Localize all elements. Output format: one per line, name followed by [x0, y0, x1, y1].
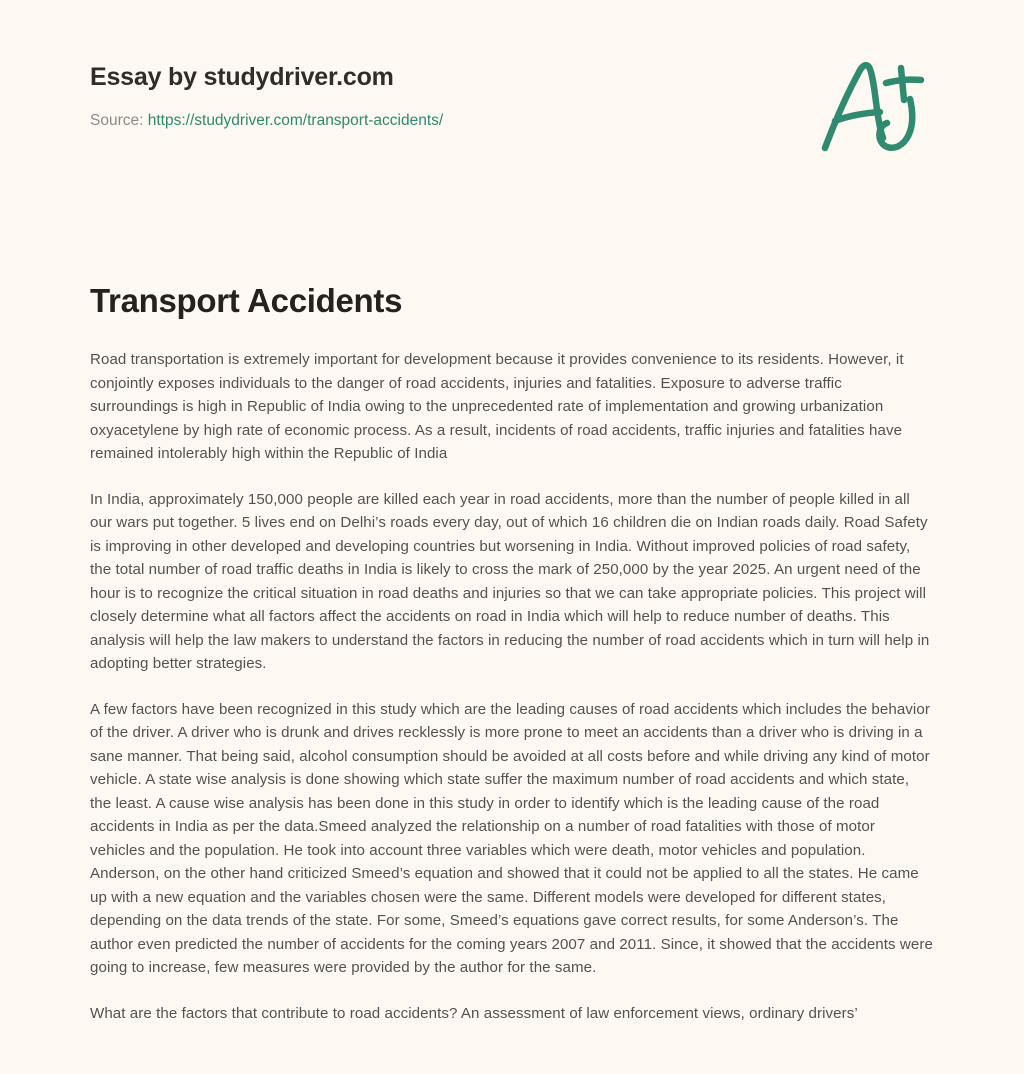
page-title: Transport Accidents — [90, 282, 403, 319]
a-plus-logo — [814, 50, 934, 160]
paragraph: Road transportation is extremely important for development because it provides convenience to its residents. However, it conjointly exposes individuals to the danger of road accidents, injuries and fatalities. Exposure to adverse traffic surroundings is high in Republic of India owing to the unprecedented rate of implementation and growing urbanization oxyacetylene by high rate of economic process. As a result, incidents of road accidents, traffic injuries and fatalities have remained intolerably high within the Republic of India — [90, 351, 904, 463]
byline: Essay by studydriver.com — [90, 63, 394, 91]
source-label: Source: — [90, 112, 144, 129]
essay-body — [90, 321, 934, 1025]
paragraph: A few factors have been recognized in this study which are the leading causes of road accidents which includes the behavior of the driver. A driver who is drunk and drives recklessly is more prone to meet an accidents than a driver who is driving in a sane manner. That being said, alcohol consumption should be avoided at all costs before and while driving any kind of motor vehicle. A state wise analysis is done showing which state suffer the maximum number of road accidents and which state, the least. A cause wise analysis has been done in this study in order to identify which is the leading cause of the road accidents in India as per the data.Smeed analyzed the relationship on a number of road fatalities with those of motor vehicles and the population. He took into account three variables which were death, motor vehicles and population. Anderson, on the other hand criticized Smeed’s equation and showed that it could not be applied to all the states. He came up with a new equation and the variables chosen were the same. Different models were developed for different states, depending on the data trends of the state. For some, Smeed’s equations gave correct results, for some Anderson’s. The author even predicted the number of accidents for the coming years 2007 and 2011. Since, it showed that the accidents were going to increase, few measures were provided by the author for the same. — [90, 700, 933, 977]
source-line — [90, 112, 934, 131]
source-url-link[interactable]: https://studydriver.com/transport-accidents/ — [147, 112, 444, 129]
document-header — [90, 0, 934, 182]
paragraph: What are the factors that contribute to road accidents? An assessment of law enforcement views, ordinary drivers’ — [90, 1004, 858, 1022]
paragraph: In India, approximately 150,000 people are killed each year in road accidents, more than the number of people killed in all our wars put together. 5 lives end on Delhi’s roads every day, out of which 16 children die on Indian roads daily. Road Safety is improving in other developed and developing countries but worsening in India. Without improved policies of road safety, the total number of road traffic deaths in India is likely to cross the mark of 250,000 by the year 2025. An urgent need of the hour is to recognize the critical situation in road deaths and injuries so that we can take appropriate policies. This project will closely determine what all factors affect the accidents on road in India which will help to reduce number of deaths. This analysis will help the law makers to understand the factors in reducing the number of road accidents which in turn will help in adopting better strategies. — [90, 490, 930, 673]
